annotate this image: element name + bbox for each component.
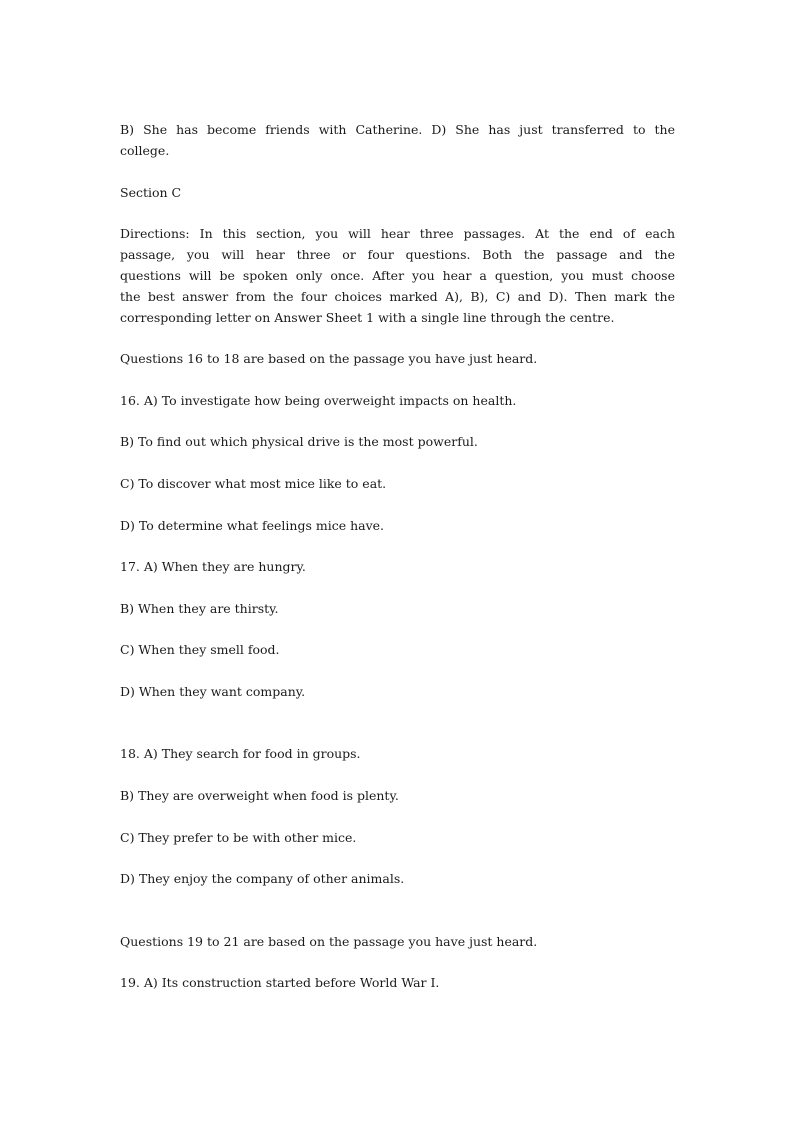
question-18-option-b: B) They are overweight when food is plenty.: [120, 788, 399, 803]
section-heading: Section C: [120, 185, 182, 200]
directions-line-3: questions will be spoken only once. After you hear a question, you must choose: [120, 268, 675, 283]
question-19-option-a: 19. A) Its construction started before World War I.: [120, 975, 440, 990]
option-line-b-d: B) She has become friends with Catherine. D) She has just transferred to the: [120, 122, 675, 137]
question-18-option-c: C) They prefer to be with other mice.: [120, 830, 357, 845]
question-17-option-c: C) When they smell food.: [120, 642, 280, 657]
question-17-option-d: D) When they want company.: [120, 684, 306, 699]
question-18-option-a: 18. A) They search for food in groups.: [120, 746, 361, 761]
passage-intro-16-18: Questions 16 to 18 are based on the passage you have just heard.: [120, 351, 538, 366]
question-17-option-a: 17. A) When they are hungry.: [120, 559, 306, 574]
question-16-option-d: D) To determine what feelings mice have.: [120, 518, 385, 533]
directions-line-5: corresponding letter on Answer Sheet 1 with a single line through the centre.: [120, 310, 615, 325]
question-18-option-d: D) They enjoy the company of other animals.: [120, 871, 405, 886]
option-line-continuation: college.: [120, 143, 170, 158]
question-17-option-b: B) When they are thirsty.: [120, 601, 279, 616]
question-16-option-b: B) To find out which physical drive is the most powerful.: [120, 434, 478, 449]
question-16-option-a: 16. A) To investigate how being overweight impacts on health.: [120, 393, 517, 408]
directions-line-2: passage, you will hear three or four questions. Both the passage and the: [120, 247, 675, 262]
question-16-option-c: C) To discover what most mice like to eat.: [120, 476, 387, 491]
directions-line-1: Directions: In this section, you will hear three passages. At the end of each: [120, 226, 675, 241]
passage-intro-19-21: Questions 19 to 21 are based on the passage you have just heard.: [120, 934, 538, 949]
directions-line-4: the best answer from the four choices marked A), B), C) and D). Then mark the: [120, 289, 675, 304]
